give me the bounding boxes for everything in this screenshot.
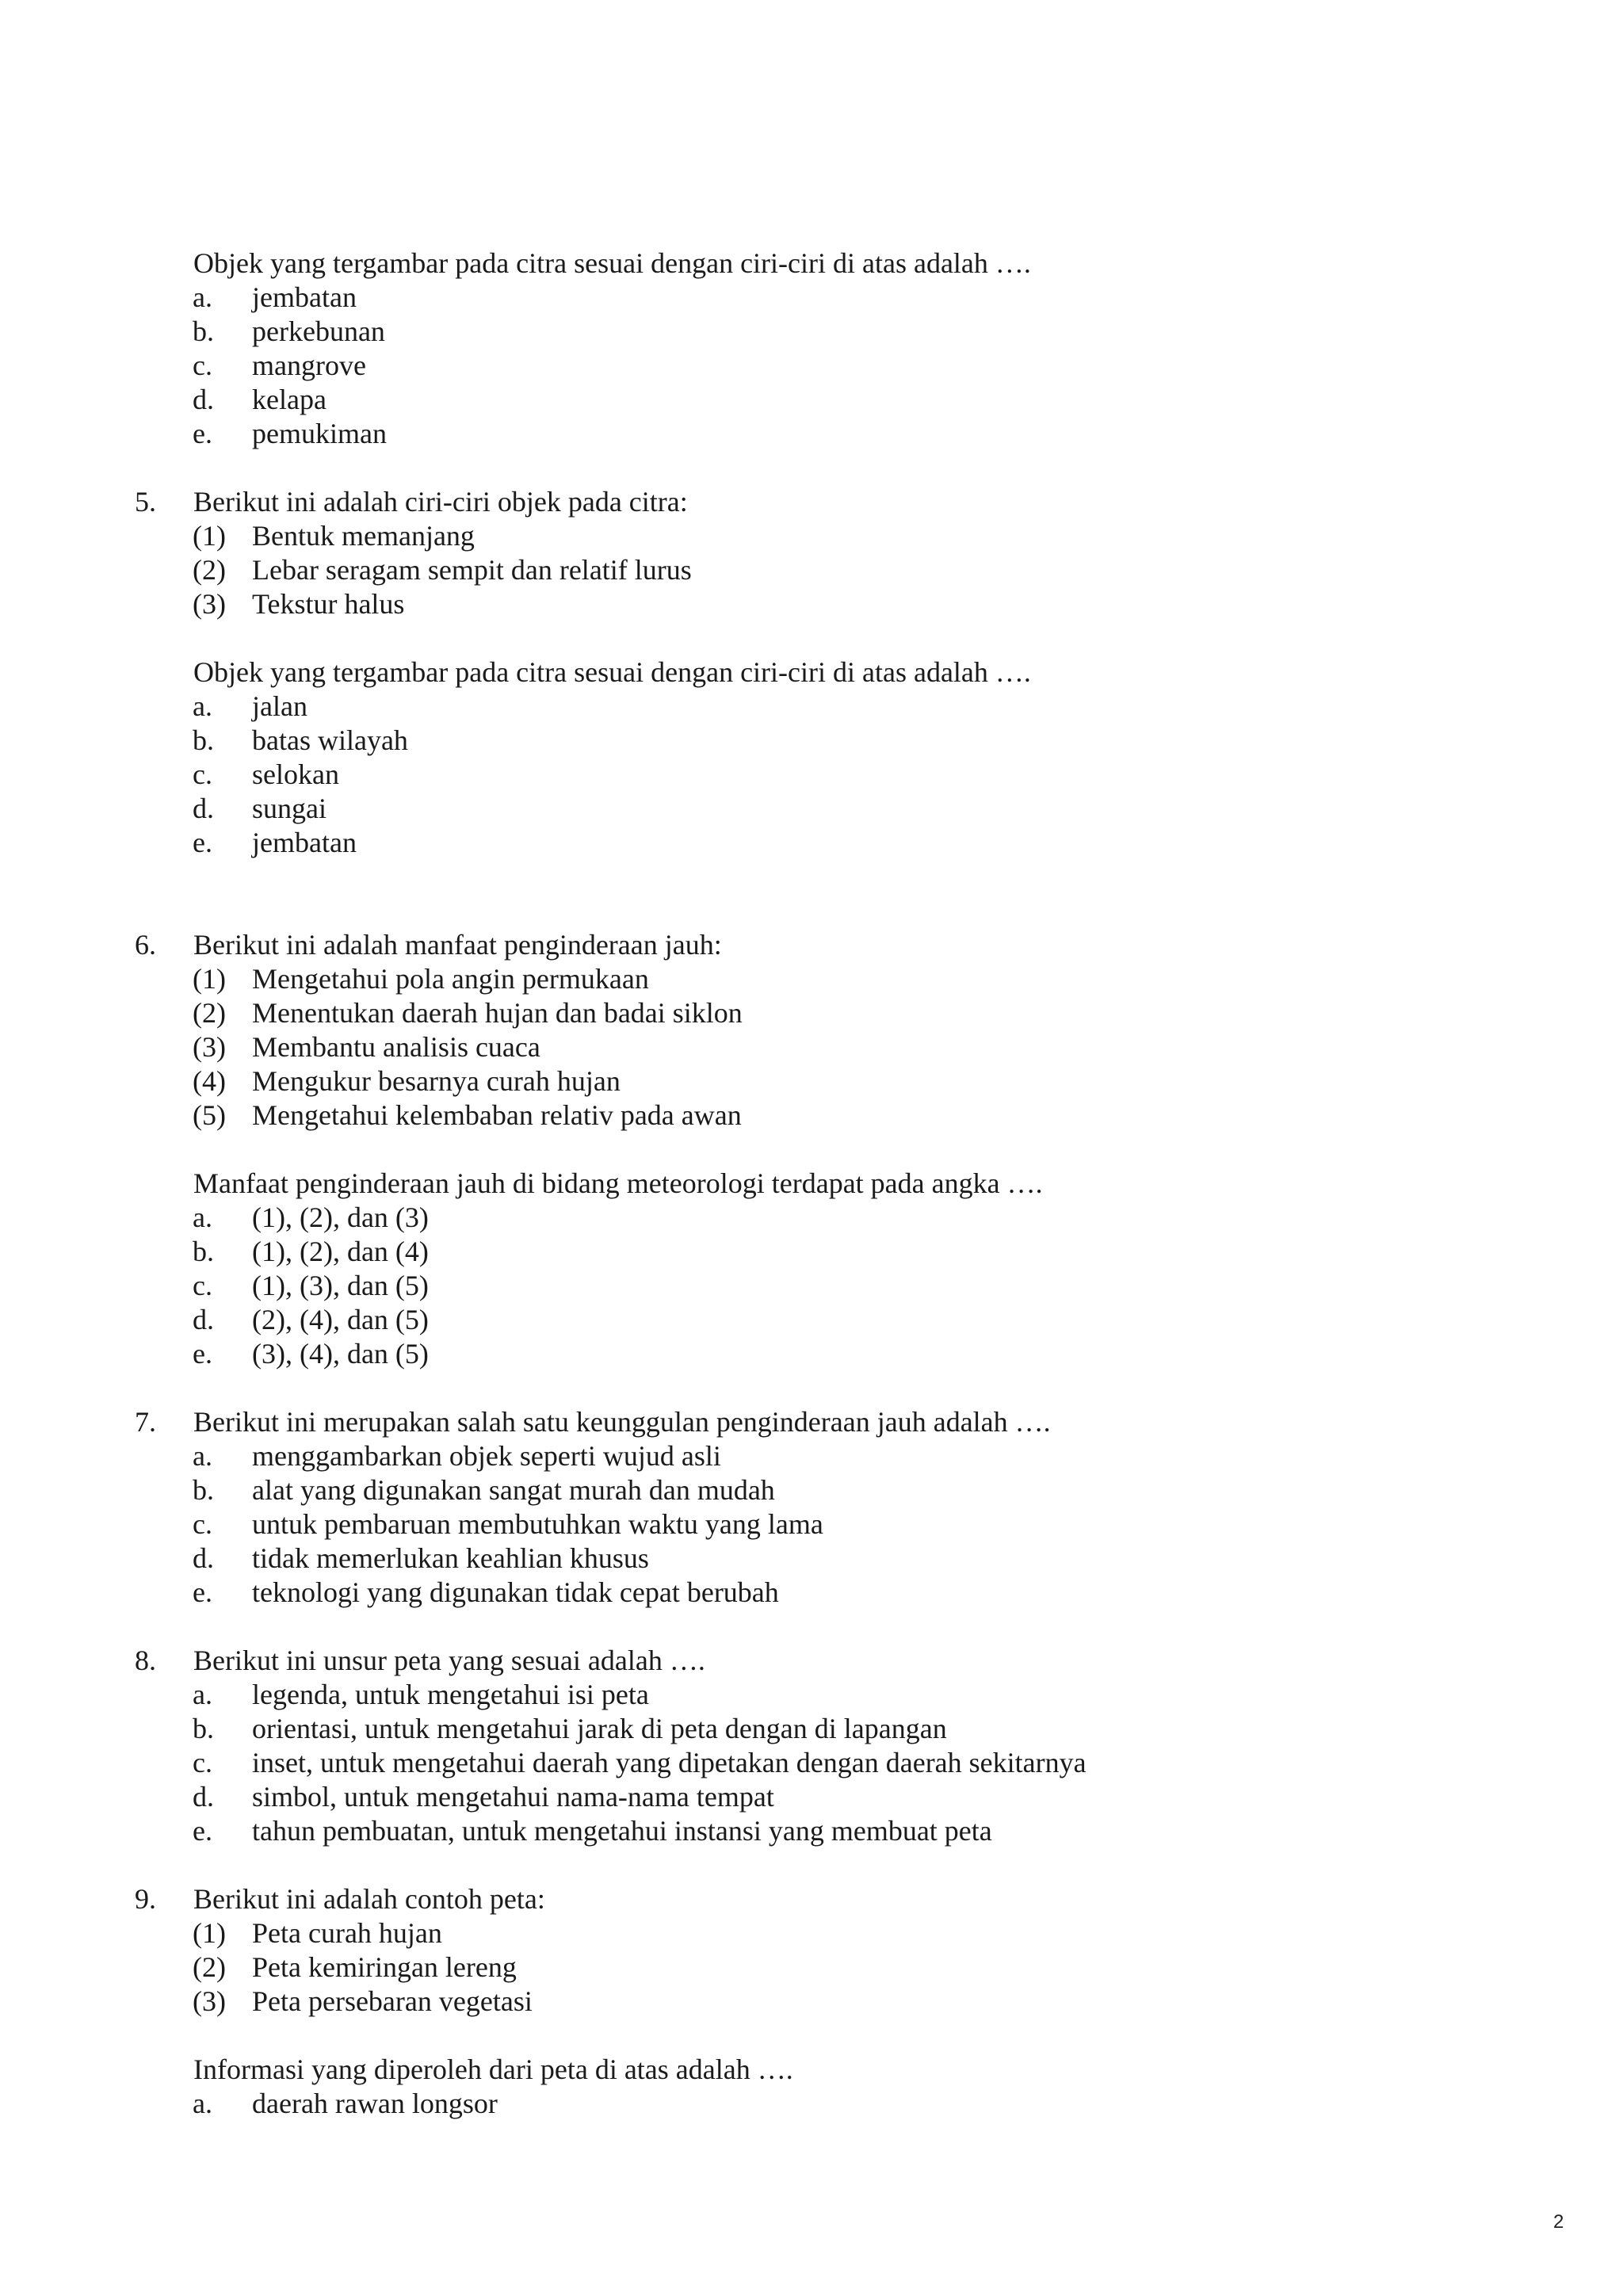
statement-item [135, 1985, 1529, 2019]
option-text: menggambarkan objek seperti wujud asli [252, 1440, 721, 1472]
answer-option [135, 2087, 1529, 2121]
answer-option [135, 1780, 1529, 1814]
option-label: e. [193, 1815, 212, 1847]
item-text: Peta curah hujan [252, 1917, 442, 1949]
item-text: Peta kemiringan lereng [252, 1951, 517, 1983]
item-label: (5) [193, 1099, 226, 1131]
statement-item [135, 1030, 1529, 1064]
option-text: (2), (4), dan (5) [252, 1304, 429, 1335]
question-number: 7. [135, 1406, 156, 1438]
option-text: batas wilayah [252, 724, 408, 756]
option-label: d. [193, 1781, 214, 1813]
option-text: sungai [252, 793, 327, 824]
option-text: untuk pembaruan membutuhkan waktu yang lama [252, 1508, 823, 1540]
option-text: (3), (4), dan (5) [252, 1338, 429, 1370]
statement-item [135, 996, 1529, 1030]
answer-option [135, 1541, 1529, 1576]
option-text: tidak memerlukan keahlian khusus [252, 1542, 649, 1574]
question-stem: Berikut ini adalah ciri-ciri objek pada citra: [193, 486, 688, 518]
answer-option [135, 1712, 1529, 1746]
option-text: mangrove [252, 350, 366, 381]
item-text: Tekstur halus [252, 588, 405, 620]
option-label: b. [193, 724, 214, 756]
question-stem: Berikut ini merupakan salah satu keunggulan penginderaan jauh adalah …. [193, 1406, 1051, 1438]
item-label: (3) [193, 588, 226, 620]
option-text: pemukiman [252, 418, 387, 449]
option-label: c. [193, 1747, 212, 1778]
question-list [135, 246, 1529, 2121]
item-text: Bentuk memanjang [252, 520, 475, 552]
answer-option [135, 1269, 1529, 1303]
item-label: (3) [193, 1985, 226, 2017]
option-label: b. [193, 1474, 214, 1506]
question-stem: Berikut ini unsur peta yang sesuai adalah …. [193, 1645, 705, 1676]
item-label: (3) [193, 1031, 226, 1063]
item-text: Membantu analisis cuaca [252, 1031, 540, 1063]
option-text: orientasi, untuk mengetahui jarak di peta dengan di lapangan [252, 1713, 947, 1744]
option-text: kelapa [252, 384, 327, 415]
option-label: e. [193, 827, 212, 858]
option-text: alat yang digunakan sangat murah dan mudah [252, 1474, 775, 1506]
statement-item [135, 1098, 1529, 1133]
option-label: b. [193, 1713, 214, 1744]
option-label: e. [193, 1338, 212, 1370]
answer-option [135, 281, 1529, 315]
statement-item [135, 1064, 1529, 1098]
question-text: Manfaat penginderaan jauh di bidang meteorologi terdapat pada angka …. [193, 1167, 1043, 1199]
option-label: a. [193, 690, 212, 722]
answer-option [135, 1439, 1529, 1473]
item-text: Peta persebaran vegetasi [252, 1985, 533, 2017]
answer-option [135, 1473, 1529, 1507]
item-label: (2) [193, 1951, 226, 1983]
item-text: Menentukan daerah hujan dan badai siklon [252, 997, 743, 1029]
answer-option [135, 349, 1529, 383]
answer-option [135, 1337, 1529, 1371]
option-label: a. [193, 1201, 212, 1233]
option-label: b. [193, 1236, 214, 1267]
option-text: (1), (2), dan (4) [252, 1236, 429, 1267]
option-text: selokan [252, 758, 339, 790]
option-text: tahun pembuatan, untuk mengetahui instansi yang membuat peta [252, 1815, 992, 1847]
option-text: daerah rawan longsor [252, 2088, 498, 2119]
question-prompt [135, 246, 1529, 281]
option-label: a. [193, 281, 212, 313]
question-number: 9. [135, 1883, 156, 1915]
option-text: simbol, untuk mengetahui nama-nama tempat [252, 1781, 774, 1813]
statement-item [135, 962, 1529, 996]
question-number: 6. [135, 929, 156, 961]
option-label: a. [193, 1440, 212, 1472]
option-text: (1), (3), dan (5) [252, 1270, 429, 1301]
answer-option [135, 1235, 1529, 1269]
item-label: (1) [193, 520, 226, 552]
item-label: (1) [193, 1917, 226, 1949]
answer-option [135, 826, 1529, 860]
question-prompt [135, 1167, 1529, 1201]
option-label: c. [193, 350, 212, 381]
page-number: 2 [1553, 2211, 1564, 2233]
question-prompt [135, 2053, 1529, 2087]
question-8-stem [135, 1644, 1529, 1678]
question-7-stem [135, 1405, 1529, 1439]
answer-option [135, 383, 1529, 417]
statement-item [135, 587, 1529, 621]
option-text: inset, untuk mengetahui daerah yang dipetakan dengan daerah sekitarnya [252, 1747, 1086, 1778]
option-label: d. [193, 793, 214, 824]
statement-item [135, 1916, 1529, 1950]
option-label: c. [193, 1508, 212, 1540]
statement-item [135, 553, 1529, 587]
option-text: jembatan [252, 281, 357, 313]
option-text: jalan [252, 690, 307, 722]
option-label: e. [193, 418, 212, 449]
item-label: (1) [193, 963, 226, 995]
answer-option [135, 1814, 1529, 1848]
question-number: 8. [135, 1645, 156, 1676]
option-label: b. [193, 315, 214, 347]
option-label: a. [193, 1679, 212, 1710]
item-label: (2) [193, 554, 226, 586]
statement-item [135, 519, 1529, 553]
question-9-stem [135, 1882, 1529, 1916]
answer-option [135, 1507, 1529, 1541]
option-label: c. [193, 1270, 212, 1301]
option-label: d. [193, 1542, 214, 1574]
item-text: Lebar seragam sempit dan relatif lurus [252, 554, 692, 586]
answer-option [135, 1576, 1529, 1610]
answer-option [135, 792, 1529, 826]
question-stem: Berikut ini adalah manfaat penginderaan jauh: [193, 929, 722, 961]
option-label: a. [193, 2088, 212, 2119]
answer-option [135, 1678, 1529, 1712]
question-5-stem [135, 485, 1529, 519]
answer-option [135, 1201, 1529, 1235]
answer-option [135, 1303, 1529, 1337]
item-label: (2) [193, 997, 226, 1029]
question-text: Objek yang tergambar pada citra sesuai dengan ciri-ciri di atas adalah …. [193, 656, 1031, 688]
option-text: perkebunan [252, 315, 385, 347]
item-text: Mengetahui pola angin permukaan [252, 963, 649, 995]
option-label: d. [193, 384, 214, 415]
item-text: Mengukur besarnya curah hujan [252, 1065, 621, 1097]
question-number: 5. [135, 486, 156, 518]
statement-item [135, 1950, 1529, 1985]
answer-option [135, 1746, 1529, 1780]
question-stem: Berikut ini adalah contoh peta: [193, 1883, 545, 1915]
answer-option [135, 758, 1529, 792]
option-label: c. [193, 758, 212, 790]
answer-option [135, 315, 1529, 349]
option-text: teknologi yang digunakan tidak cepat berubah [252, 1576, 779, 1608]
option-label: e. [193, 1576, 212, 1608]
option-text: jembatan [252, 827, 357, 858]
question-text: Objek yang tergambar pada citra sesuai dengan ciri-ciri di atas adalah …. [193, 247, 1031, 279]
question-6-stem [135, 928, 1529, 962]
question-text: Informasi yang diperoleh dari peta di atas adalah …. [193, 2053, 793, 2085]
option-text: (1), (2), dan (3) [252, 1201, 429, 1233]
option-label: d. [193, 1304, 214, 1335]
item-label: (4) [193, 1065, 226, 1097]
question-prompt [135, 655, 1529, 690]
option-text: legenda, untuk mengetahui isi peta [252, 1679, 649, 1710]
answer-option [135, 690, 1529, 724]
answer-option [135, 417, 1529, 451]
item-text: Mengetahui kelembaban relativ pada awan [252, 1099, 742, 1131]
answer-option [135, 724, 1529, 758]
